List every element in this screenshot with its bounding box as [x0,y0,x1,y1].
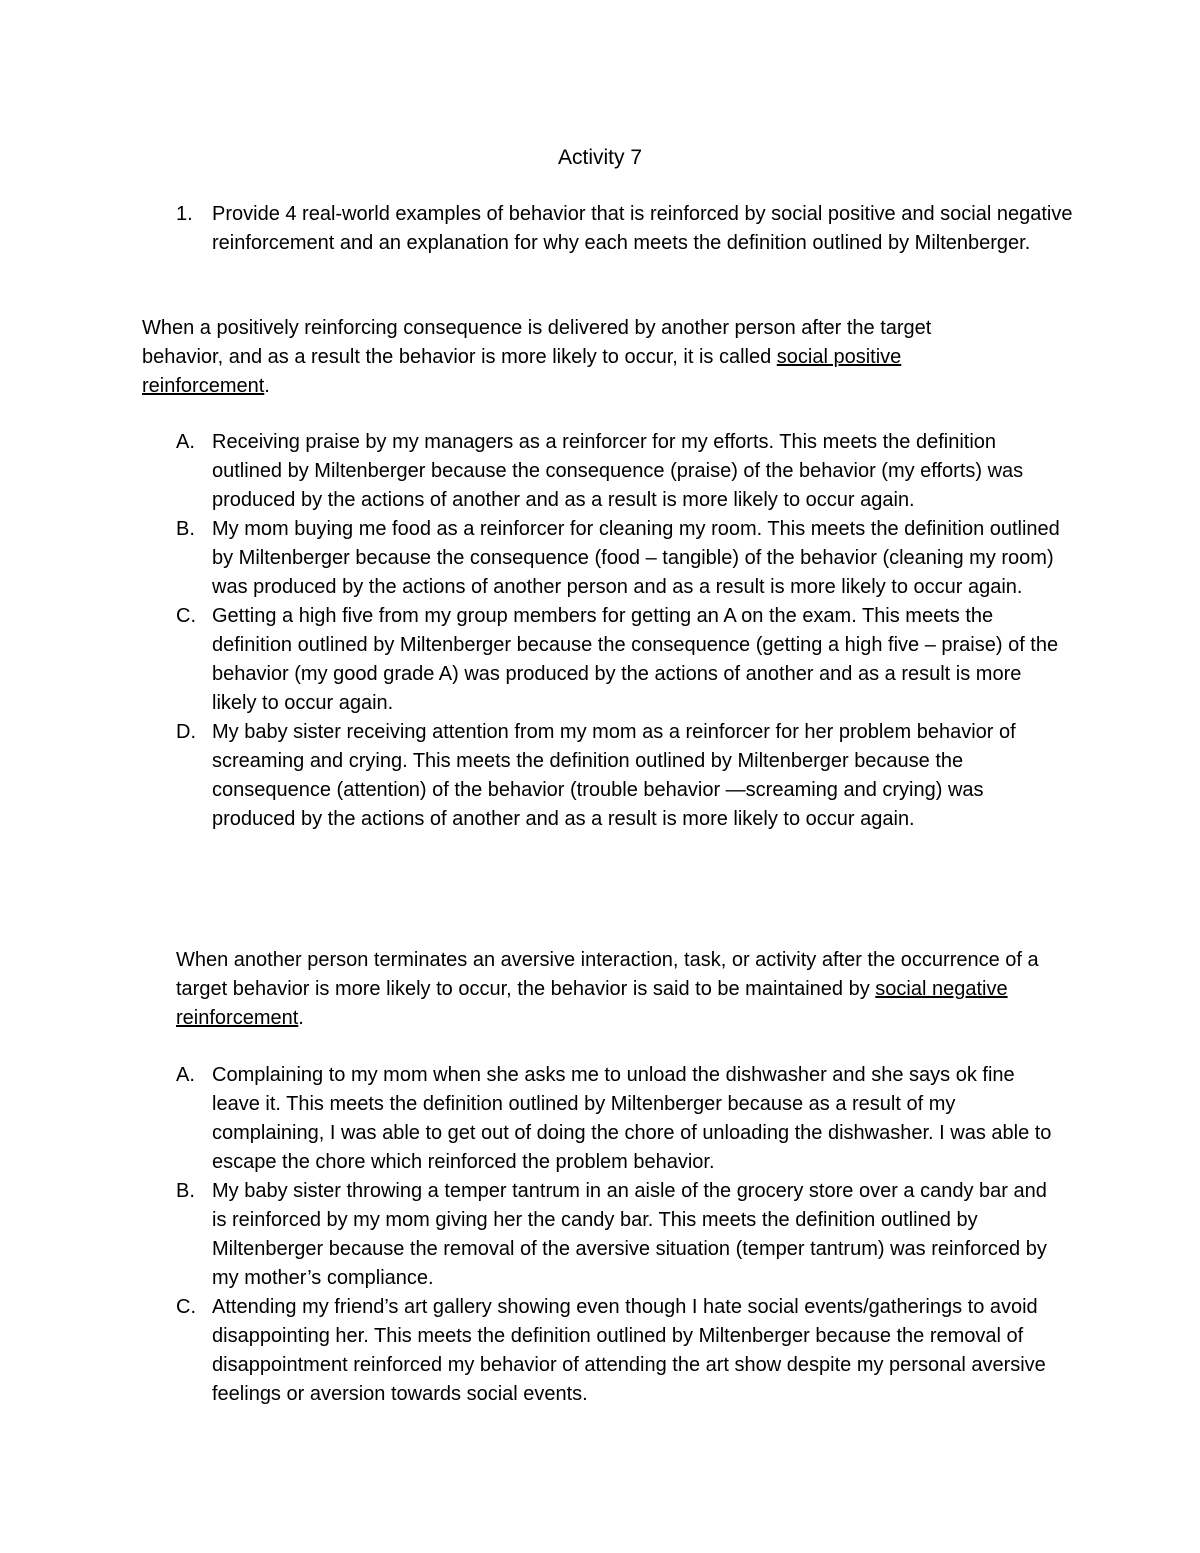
negative-definition [176,946,1076,1033]
list-item [176,1061,1066,1177]
list-marker: A. [176,431,195,453]
list-item-text: My baby sister throwing a temper tantrum in an aisle of the grocery store over a candy bar and is reinforced by my mom giving her the candy bar. This meets the definition outlined by Miltenberger because the removal of the aversive situation (temper tantrum) was reinforced by my mother’s compliance. [212,1180,1047,1289]
negative-definition-text: When another person terminates an aversive interaction, task, or activity after the occurrence of a target behavior is more likely to occur, the behavior is said to be maintained by [176,949,1039,1000]
list-item [176,428,1066,515]
positive-definition-end: . [264,375,270,397]
list-item [176,718,1066,834]
list-item [176,1293,1066,1409]
negative-definition-end: . [298,1007,304,1029]
list-item-text: Getting a high five from my group members for getting an A on the exam. This meets the definition outlined by Miltenberger because the consequence (getting a high five – praise) of the behavior (my good grade A) was produced by the actions of another and as a result is more likely to occur again. [212,605,1059,714]
list-item-text: Attending my friend’s art gallery showing even though I hate social events/gatherings to avoid disappointing her. This meets the definition outlined by Miltenberger because the removal of disappointment reinforced my behavior of attending the art show despite my personal aversive feelings or aversion towards social events. [212,1296,1046,1405]
list-marker: C. [176,605,196,627]
positive-definition-text: When a positively reinforcing consequence is delivered by another person after the target behavior, and as a result the behavior is more likely to occur, it is called [142,317,932,368]
list-marker: D. [176,721,196,743]
positive-examples-list [176,428,1066,834]
question-text: Provide 4 real-world examples of behavior that is reinforced by social positive and social negative reinforcement and an explanation for why each meets the definition outlined by Miltenberger. [212,203,1073,254]
positive-term: social positive reinforcement [142,346,902,397]
list-item-text: My baby sister receiving attention from my mom as a reinforcer for her problem behavior of screaming and crying. This meets the definition outlined by Miltenberger because the consequence (attention) of the behavior (trouble behavior —screaming and crying) was produced by the actions of another and as a result is more likely to occur again. [212,721,1016,830]
list-marker: A. [176,1064,195,1086]
question-1 [176,200,1076,258]
question-number: 1. [176,203,193,225]
list-marker: B. [176,518,195,540]
positive-definition [142,314,1002,401]
list-item-text: My mom buying me food as a reinforcer for cleaning my room. This meets the definition outlined by Miltenberger because the consequence (food – tangible) of the behavior (cleaning my room) was produced by the actions of another person and as a result is more likely to occur again. [212,518,1060,598]
negative-examples-list [176,1061,1066,1409]
list-item [176,602,1066,718]
list-item-text: Complaining to my mom when she asks me to unload the dishwasher and she says ok fine leave it. This meets the definition outlined by Miltenberger because as a result of my complaining, I was able to get out of doing the chore of unloading the dishwasher. I was able to escape the chore which reinforced the problem behavior. [212,1064,1052,1173]
negative-term: social negative reinforcement [176,978,1008,1029]
list-marker: B. [176,1180,195,1202]
list-item [176,1177,1066,1293]
page-title: Activity 7 [557,146,643,169]
list-item-text: Receiving praise by my managers as a reinforcer for my efforts. This meets the definition outlined by Miltenberger because the consequence (praise) of the behavior (my efforts) was produced by the actions of another and as a result is more likely to occur again. [212,431,1024,511]
list-marker: C. [176,1296,196,1318]
list-item [176,515,1066,602]
